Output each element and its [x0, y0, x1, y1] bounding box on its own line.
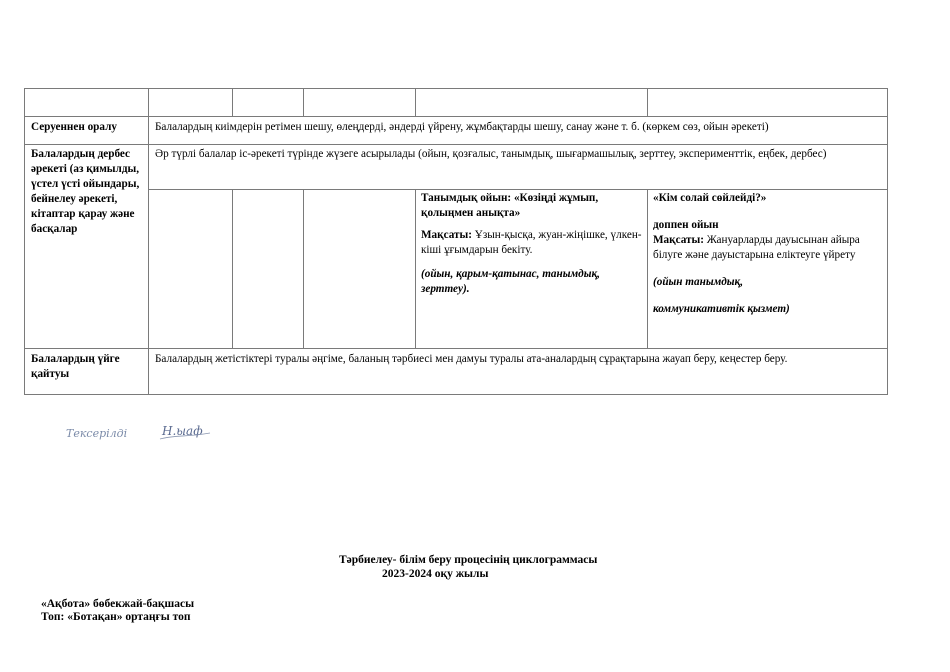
table-border-line — [415, 189, 416, 349]
row-label-return-from-walk: Серуеннен оралу — [31, 121, 117, 133]
table-border-line — [232, 88, 233, 117]
schedule-table — [24, 88, 888, 394]
table-border-line — [24, 394, 888, 395]
game-cognitive-block — [421, 191, 643, 297]
goal-text: Жануарларды дауысынан айыра білуге және дауыстарына еліктеуге үйрету — [653, 234, 860, 261]
table-border-line — [303, 189, 304, 349]
table-border-line — [148, 88, 149, 395]
row-content-return-from-walk: Балалардың киімдерін ретімен шешу, өлеңдерді, әндерді үйрену, жұмбақтарды шешу, санау және т. б. (көркем сөз, ойын әрекеті) — [155, 121, 769, 133]
academic-year: 2023-2024 оқу жылы — [382, 568, 489, 580]
table-border-line — [303, 88, 304, 117]
table-border-line — [24, 144, 888, 145]
group-name: Топ: «Ботақан» ортаңғы топ — [41, 611, 191, 623]
game-ball-subtitle: доппен ойын — [653, 219, 719, 231]
table-border-line — [24, 116, 888, 117]
game-ball-block — [653, 191, 881, 317]
game-ball-goal — [653, 233, 881, 263]
row-content-independent-activity: Әр түрлі балалар іс-әрекеті түрінде жүзеге асырылады (ойын, қозғалыс, танымдық, шығармашылық, зерттеу, эксперименттік, еңбек, дербес) — [155, 148, 827, 160]
document-title: Тәрбиелеу- білім беру процесінің циклограммасы — [339, 554, 598, 566]
table-border-line — [647, 189, 648, 349]
signature-image — [64, 421, 214, 443]
game-cognitive-title: Танымдық ойын: «Көзіңді жұмып, қолыңмен анықта» — [421, 192, 599, 219]
table-border-line — [148, 189, 888, 190]
table-border-line — [232, 189, 233, 349]
signature-mark: Н.ыаф — [162, 424, 203, 438]
row-label-going-home: Балалардың үйге қайтуы — [31, 353, 120, 380]
kindergarten-name: «Ақбота» бөбекжай-бақшасы — [41, 598, 195, 610]
table-border-line — [24, 348, 888, 349]
game-ball-title: «Кім солай сөйлейді?» — [653, 192, 767, 204]
goal-label: Мақсаты: — [421, 229, 472, 241]
row-content-going-home: Балалардың жетістіктері туралы әңгіме, баланың тәрбиесі мен дамуы туралы ата-аналардың сұрақтарына жауап беру, кеңестер беру. — [155, 353, 788, 365]
game-cognitive-goal — [421, 228, 643, 258]
table-border-line — [24, 88, 888, 89]
row-label-independent-activity: Балалардың дербес әрекеті (аз қимылды, үстел үсті ойындары, бейнелеу әрекеті, кітаптар қарау және басқалар — [31, 148, 140, 235]
goal-text: Ұзын-қысқа, жуан-жіңішке, үлкен-кіші ұғымдарын бекіту. — [421, 229, 642, 256]
table-border-line — [415, 88, 416, 117]
signature-text: Тексерілді — [66, 427, 128, 440]
table-border-line — [24, 88, 25, 395]
game-ball-note-1: (ойын танымдық, — [653, 276, 744, 288]
goal-label: Мақсаты: — [653, 234, 704, 246]
game-ball-note-2: коммуникативтік қызмет) — [653, 303, 790, 315]
table-border-line — [647, 88, 648, 117]
table-border-line — [887, 88, 888, 395]
game-cognitive-note: (ойын, қарым-қатынас, танымдық, зерттеу). — [421, 268, 600, 295]
